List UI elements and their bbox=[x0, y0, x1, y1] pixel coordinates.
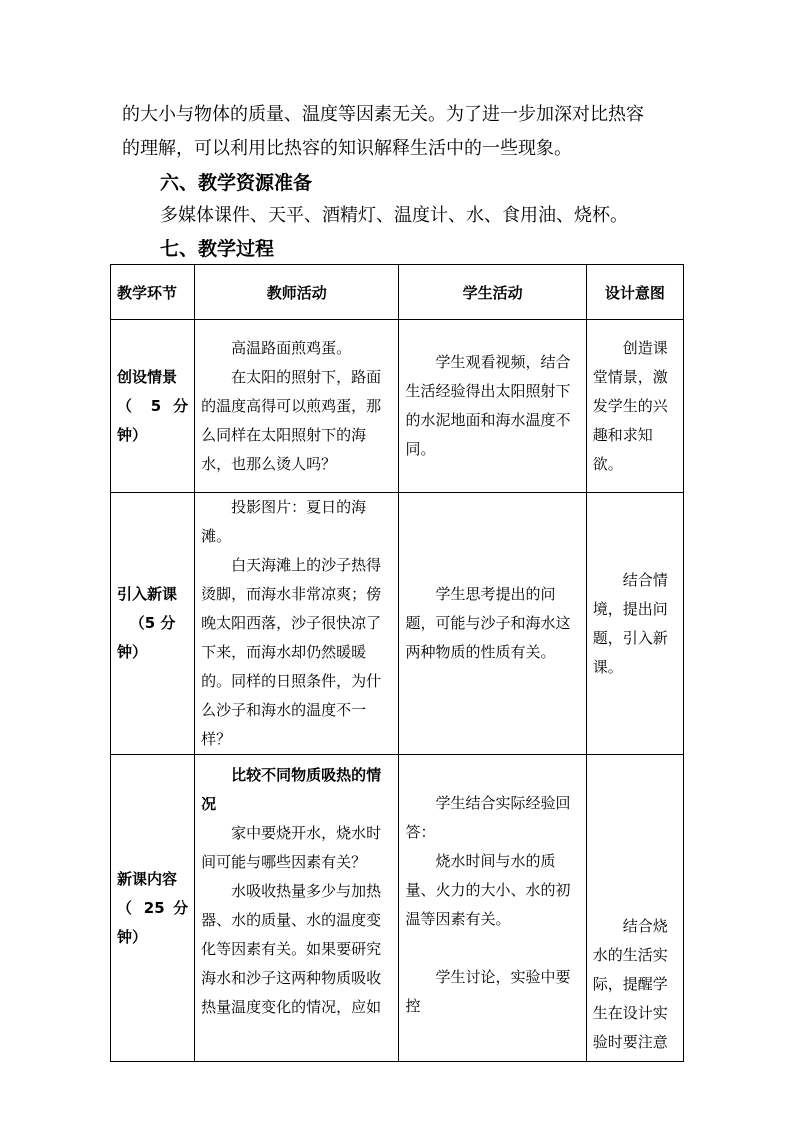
table-row bbox=[111, 755, 684, 1062]
student-cell bbox=[399, 320, 586, 493]
intent-cell bbox=[586, 755, 683, 1062]
table-row bbox=[111, 493, 684, 755]
intro-line-2: 的理解，可以利用比热容的知识解释生活中的一些现象。 bbox=[122, 138, 572, 159]
student-cell bbox=[399, 493, 586, 755]
stage-duration: （ 25 分 bbox=[117, 898, 189, 917]
teacher-cell bbox=[195, 755, 399, 1062]
table-header-row bbox=[111, 265, 684, 320]
stage-duration: （ 5 分 bbox=[117, 396, 189, 415]
teacher-text: 家中要烧开水，烧水时间可能与哪些因素有关？ bbox=[201, 824, 382, 871]
teaching-process-table bbox=[110, 264, 684, 1062]
header-student: 学生活动 bbox=[399, 265, 586, 320]
intent-text: 结合情境，提出问题，引入新课。 bbox=[592, 570, 668, 676]
stage-duration: （5 分 bbox=[129, 614, 176, 632]
header-teacher: 教师活动 bbox=[195, 265, 399, 320]
header-intent: 设计意图 bbox=[586, 265, 683, 320]
student-text: 烧水时间与水的质量、火力的大小、水的初温等因素有关。 bbox=[405, 852, 571, 928]
stage-cell bbox=[111, 493, 195, 755]
teacher-cell bbox=[195, 493, 399, 755]
student-text: 学生结合实际经验回答： bbox=[405, 794, 571, 841]
stage-duration-end: 钟） bbox=[117, 927, 148, 946]
section-6-heading: 六、教学资源准备 bbox=[160, 172, 313, 194]
teacher-text: 水吸收热量多少与加热器、水的质量、水的温度变化等因素有关。如果要研究海水和沙子这两种物质吸收热量温度变化的情况，应如 bbox=[201, 882, 382, 1016]
stage-title: 创设情景 bbox=[117, 367, 178, 386]
student-cell bbox=[399, 755, 586, 1062]
section-6-text: 多媒体课件、天平、酒精灯、温度计、水、食用油、烧杯。 bbox=[160, 205, 628, 226]
teacher-text: 在太阳的照射下，路面的温度高得可以煎鸡蛋，那么同样在太阳照射下的海水，也那么烫人吗？ bbox=[201, 367, 382, 473]
stage-title: 引入新课 bbox=[117, 585, 178, 603]
teacher-text: 投影图片：夏日的海滩。 bbox=[201, 498, 367, 545]
stage-duration-end: 钟） bbox=[117, 643, 148, 661]
intent-cell bbox=[586, 320, 683, 493]
stage-duration-end: 钟） bbox=[117, 425, 148, 444]
stage-cell bbox=[111, 320, 195, 493]
header-stage: 教学环节 bbox=[111, 265, 195, 320]
intent-text: 创造课堂情景，激发学生的兴趣和求知欲。 bbox=[592, 338, 668, 473]
stage-cell bbox=[111, 755, 195, 1062]
teacher-text: 高温路面煎鸡蛋。 bbox=[231, 338, 352, 357]
student-text: 学生观看视频，结合生活经验得出太阳照射下的水泥地面和海水温度不同。 bbox=[405, 353, 571, 458]
teacher-cell bbox=[195, 320, 399, 493]
teacher-subheading: 比较不同物质吸热的情况 bbox=[201, 766, 382, 813]
intent-text: 结合烧水的生活实际，提醒学生在设计实验时要注意 bbox=[592, 917, 668, 1051]
intent-cell bbox=[586, 493, 683, 755]
table-row bbox=[111, 320, 684, 493]
section-7-heading: 七、教学过程 bbox=[160, 238, 275, 260]
student-text: 学生思考提出的问题，可能与沙子和海水这两种物质的性质有关。 bbox=[405, 585, 571, 661]
intro-line-1: 的大小与物体的质量、温度等因素无关。为了进一步加深对比热容 bbox=[122, 104, 644, 125]
teacher-text: 白天海滩上的沙子热得烫脚，而海水非常凉爽；傍晚太阳西落，沙子很快凉了下来，而海水却仍然暖暖的。同样的日照条件，为什么沙子和海水的温度不一样？ bbox=[201, 556, 382, 748]
student-text: 学生讨论，实验中要控 bbox=[405, 968, 571, 1015]
stage-title: 新课内容 bbox=[117, 869, 178, 888]
